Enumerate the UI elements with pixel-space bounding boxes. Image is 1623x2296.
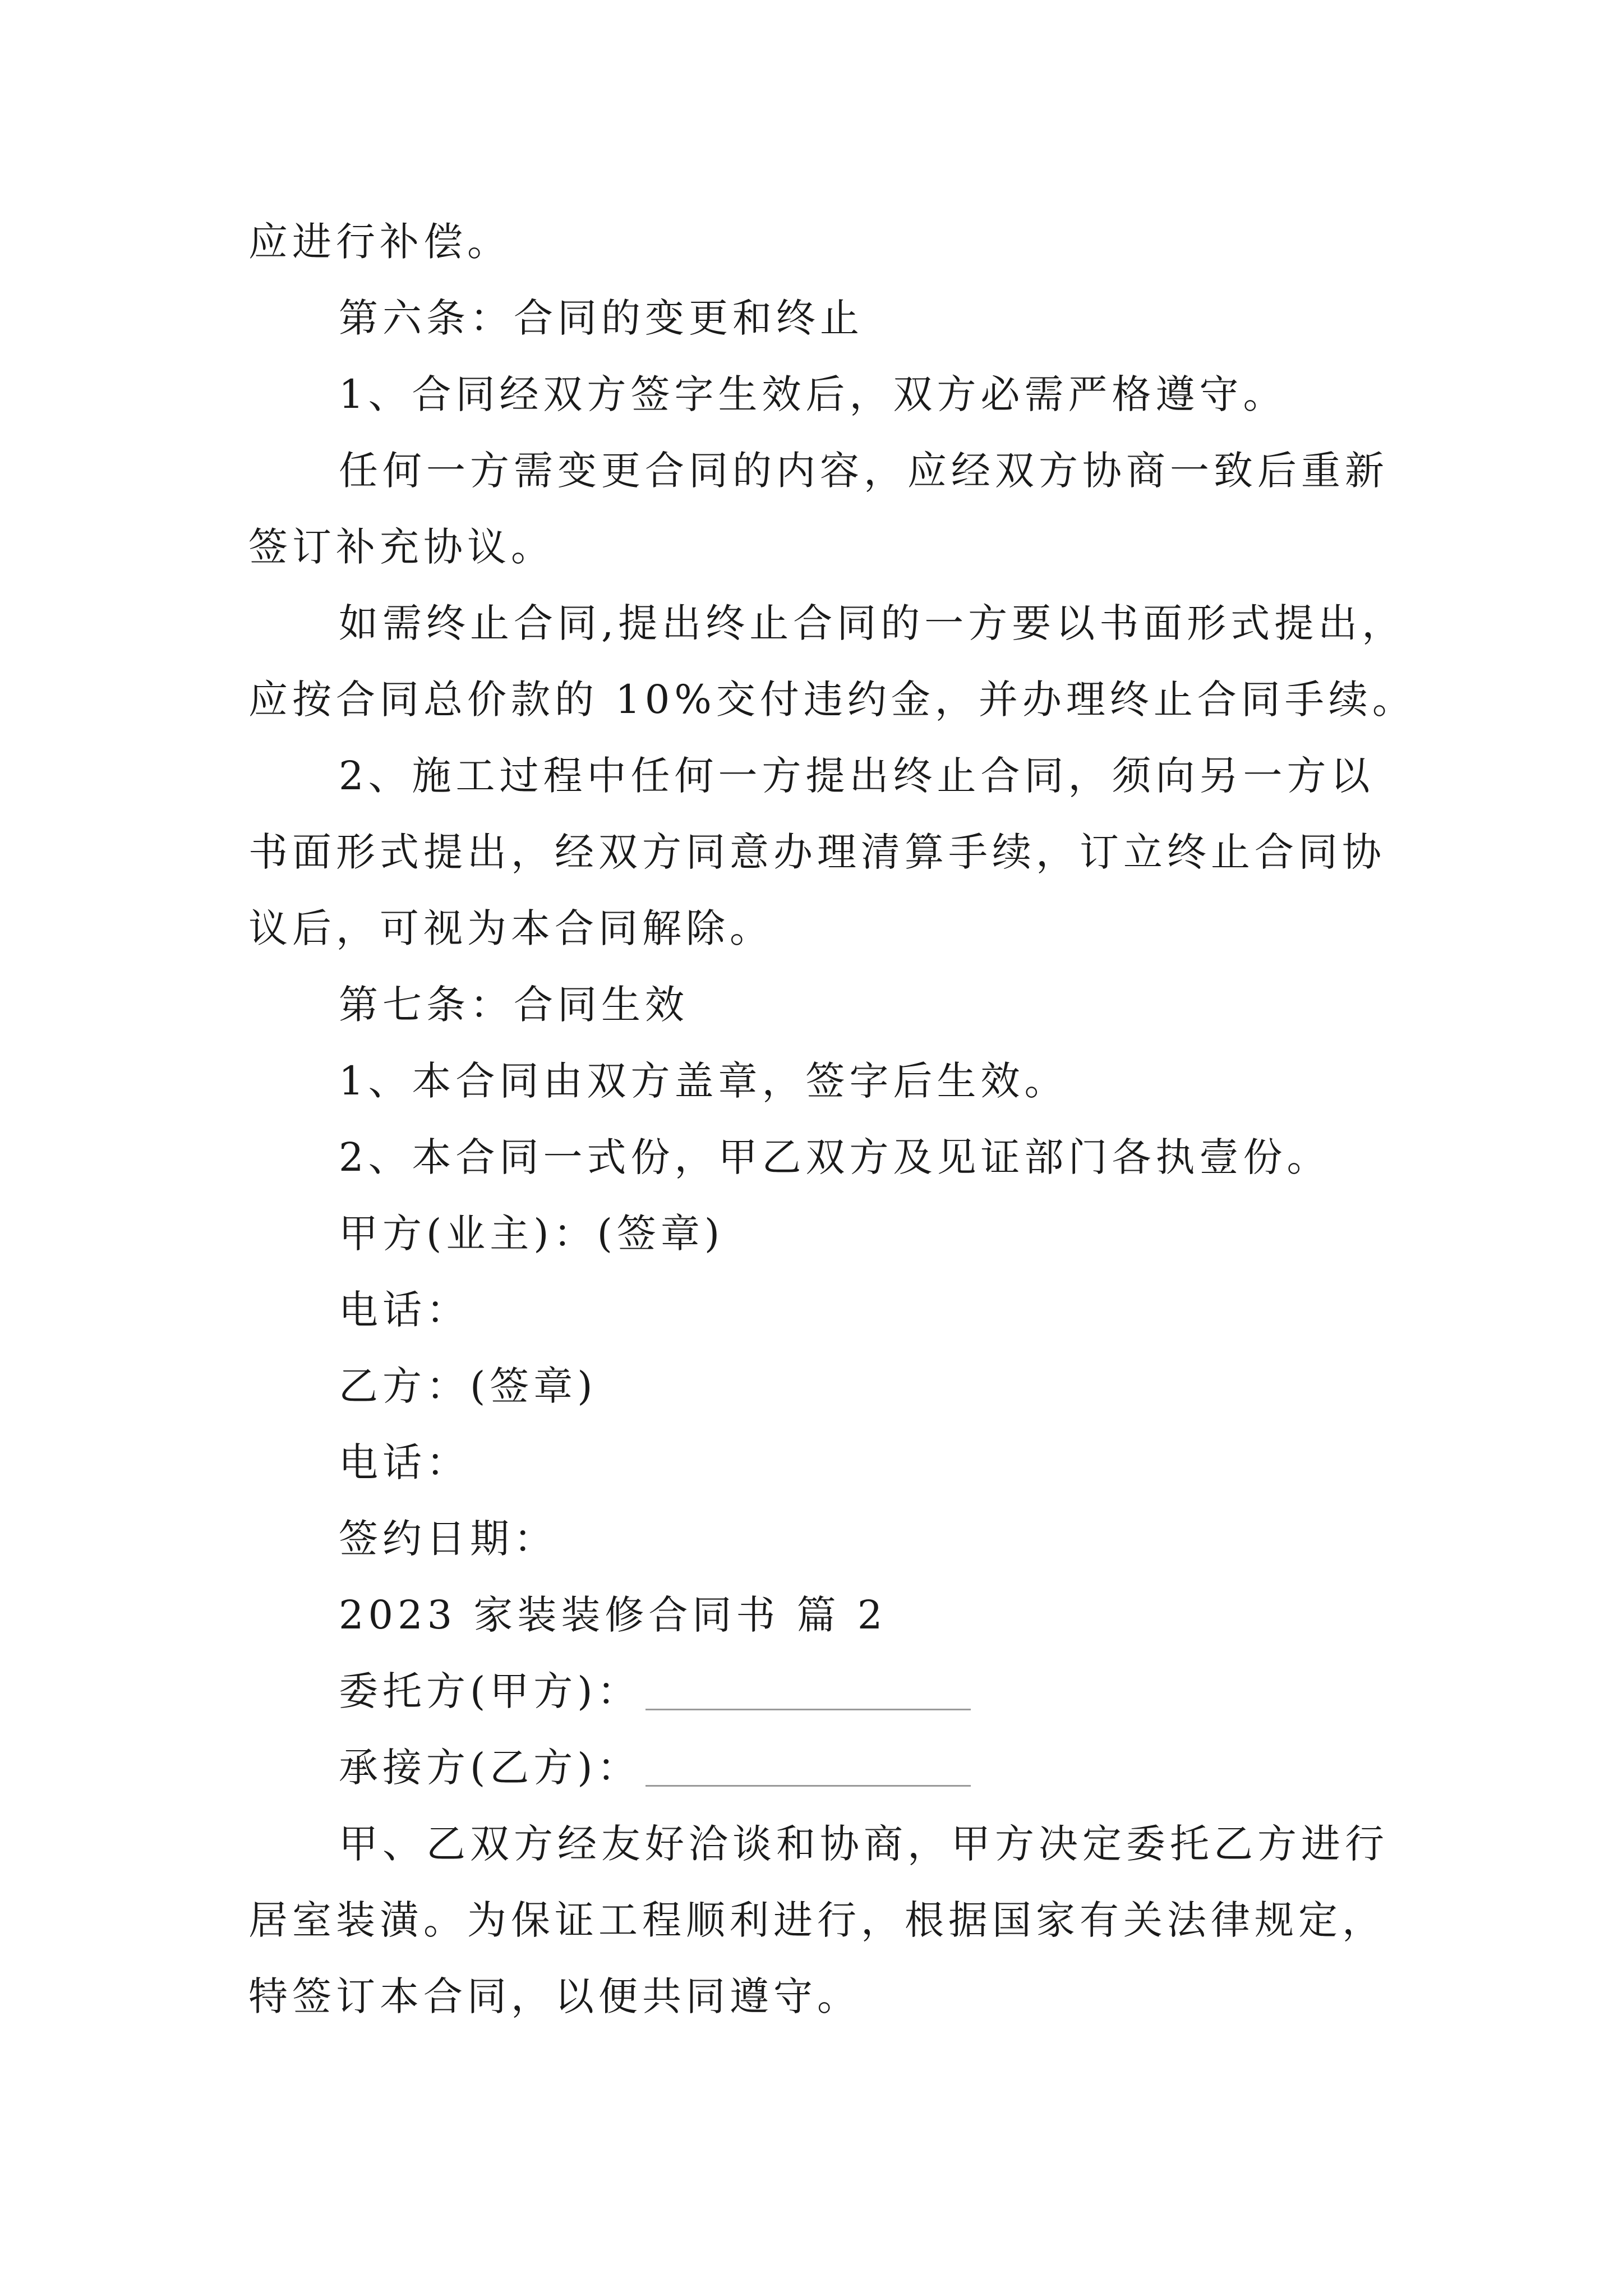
text-line: 居室装潢。为保证工程顺利进行，根据国家有关法律规定， [248,1897,1386,1943]
article-7-heading: 第七条：合同生效 [339,982,689,1028]
client-party-blank [645,1669,971,1710]
text-line: 应进行补偿。 [248,219,511,265]
text-line: 书面形式提出，经双方同意办理清算手续，订立终止合同协 [248,829,1386,875]
party-b-phone-line: 电话： [339,1439,470,1485]
text-line: 特签订本合同，以便共同遵守。 [248,1973,861,2019]
contractor-party-label: 承接方(乙方)： [339,1745,641,1791]
text-line: 议后，可视为本合同解除。 [248,905,773,951]
party-a-signature-line: 甲方(业主)：(签章) [339,1211,725,1257]
text-line: 甲、乙双方经友好洽谈和协商，甲方决定委托乙方进行 [339,1821,1389,1867]
section-2-title: 2023 家装装修合同书 篇 2 [339,1592,887,1638]
text-line: 应按合同总价款的 10%交付违约金，并办理终止合同手续。 [248,677,1416,723]
text-line: 1、本合同由双方盖章，签字后生效。 [339,1058,1068,1104]
signing-date-line: 签约日期： [339,1516,557,1562]
text-line: 签订补充协议。 [248,524,555,570]
article-6-heading: 第六条：合同的变更和终止 [339,295,864,341]
contractor-party-blank [645,1746,971,1787]
party-a-phone-line: 电话： [339,1287,470,1333]
text-line: 如需终止合同,提出终止合同的一方要以书面形式提出， [339,600,1406,646]
text-line: 1、合同经双方签字生效后，双方必需严格遵守。 [339,371,1287,417]
text-line: 任何一方需变更合同的内容，应经双方协商一致后重新 [339,448,1389,494]
text-line: 2、施工过程中任何一方提出终止合同，须向另一方以 [339,753,1375,799]
client-party-label: 委托方(甲方)： [339,1668,641,1714]
text-line: 2、本合同一式份，甲乙双方及见证部门各执壹份。 [339,1134,1331,1180]
contractor-party-line [339,1741,971,1795]
party-b-signature-line: 乙方：(签章) [339,1363,597,1409]
client-party-line [339,1664,971,1718]
